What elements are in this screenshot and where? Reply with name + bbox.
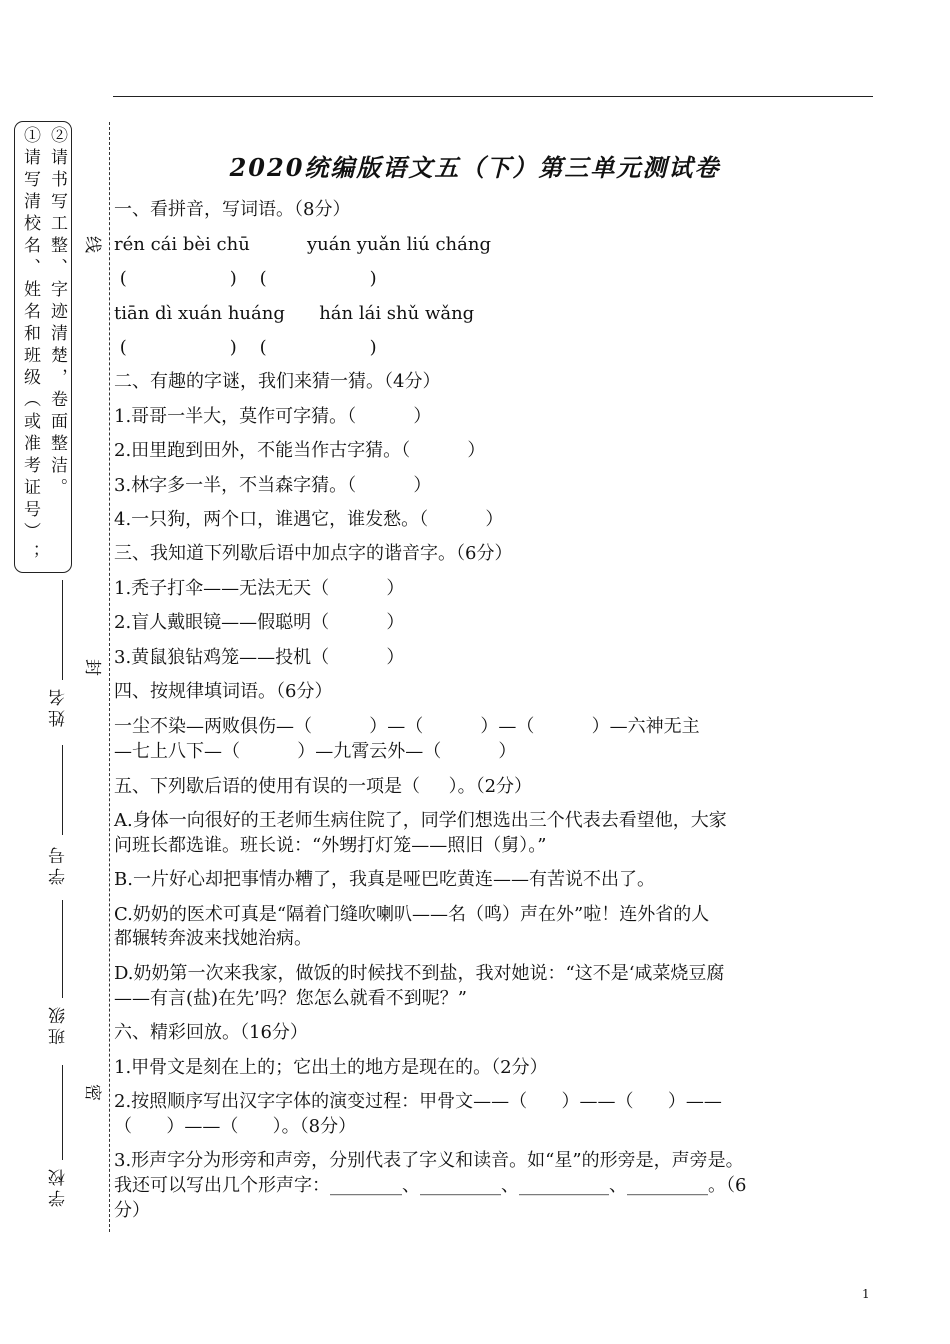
- pinyin-line: rén cái bèi chū yuán yuǎn liú cháng: [114, 234, 491, 255]
- header-rule: [113, 96, 873, 97]
- name-field-line: [62, 580, 63, 680]
- question-line[interactable]: 3.黄鼠狼钻鸡笼——投机（ ）: [114, 647, 405, 668]
- option-line: ——有言(盐)在先’吗？您怎么就看不到呢？”: [114, 988, 467, 1009]
- question-line[interactable]: 2.盲人戴眼镜——假聪明（ ）: [114, 612, 405, 633]
- question-line[interactable]: 2.按照顺序写出汉字字体的演变过程：甲骨文——（ ）——（ ）——: [114, 1091, 722, 1112]
- section-6-heading: 六、精彩回放。（16分）: [114, 1022, 308, 1043]
- binding-dashed-line: [109, 122, 110, 1232]
- option-line: B.一片好心却把事情办糟了，我真是哑巴吃黄连——有苦说不出了。: [114, 869, 655, 890]
- notice-line-2: ②请书写工整、字迹清楚，卷面整洁。: [47, 126, 67, 500]
- student-id-field[interactable]: [46, 745, 69, 885]
- section-5-heading[interactable]: 五、下列歇后语的使用有误的一项是（ ）。（2分）: [114, 776, 533, 797]
- question-line[interactable]: —七上八下—（ ）—九霄云外—（ ）: [114, 741, 517, 762]
- section-2-heading: 二、有趣的字谜，我们来猜一猜。（4分）: [114, 371, 441, 392]
- name-field[interactable]: [46, 580, 69, 740]
- section-4-heading: 四、按规律填词语。（6分）: [114, 681, 333, 702]
- student-id-label: 学号: [49, 843, 69, 885]
- name-label: 姓名: [49, 685, 69, 727]
- page-title: 2020统编版语文五（下）第三单元测试卷: [229, 153, 721, 182]
- section-3-heading: 三、我知道下列歇后语中加点字的谐音字。（6分）: [114, 543, 513, 564]
- question-line[interactable]: （ ）——（ ）。（8分）: [114, 1116, 357, 1137]
- page-number: 1: [862, 1287, 870, 1301]
- class-field[interactable]: [46, 900, 69, 1050]
- class-label: 班级: [49, 1003, 69, 1045]
- answer-brackets-line[interactable]: ( ) ( ): [114, 337, 377, 358]
- question-line[interactable]: 1.甲骨文是刻在上的；它出土的地方是现在的。（2分）: [114, 1057, 548, 1078]
- question-line[interactable]: 3.林字多一半，不当森字猜。（ ）: [114, 475, 432, 496]
- notice-line-1: ①请写清校名、姓名和班级（或准考证号）；: [20, 126, 40, 566]
- question-line[interactable]: 我还可以写出几个形声字：________、_________、__________、_________。（6: [114, 1175, 747, 1196]
- answer-brackets-line[interactable]: ( ) ( ): [114, 268, 377, 289]
- school-field-line: [62, 1065, 63, 1160]
- question-line[interactable]: 一尘不染—两败俱伤—（ ）—（ ）—（ ）—六神无主: [114, 716, 700, 737]
- seal-char-feng: 封: [82, 659, 102, 676]
- section-1-heading: 一、看拼音，写词语。（8分）: [114, 199, 351, 220]
- option-line: 问班长都选谁。班长说：“外甥打灯笼——照旧（舅）。”: [114, 835, 547, 856]
- option-line: C.奶奶的医术可真是“隔着门缝吹喇叭——名（鸣）声在外”啦！连外省的人: [114, 904, 710, 925]
- question-line[interactable]: 1.秃子打伞——无法无天（ ）: [114, 578, 405, 599]
- school-field[interactable]: [46, 1065, 69, 1215]
- seal-char-mi: 密: [82, 1084, 102, 1101]
- option-line: 都辗转奔波来找她治病。: [114, 928, 312, 949]
- option-line: D.奶奶第一次来我家，做饭的时候找不到盐，我对她说：“这不是‘咸菜烧豆腐: [114, 963, 725, 984]
- option-line: A.身体一向很好的王老师生病住院了，同学们想选出三个代表去看望他，大家: [114, 810, 727, 831]
- question-line: 分）: [114, 1200, 150, 1221]
- school-label: 学校: [49, 1165, 69, 1207]
- question-line[interactable]: 4.一只狗，两个口，谁遇它，谁发愁。（ ）: [114, 509, 504, 530]
- pinyin-line: tiān dì xuán huáng hán lái shǔ wǎng: [114, 303, 475, 324]
- question-line[interactable]: 1.哥哥一半大，莫作可字猜。（ ）: [114, 406, 432, 427]
- class-field-line: [62, 900, 63, 998]
- question-line[interactable]: 2.田里跑到田外，不能当作古字猜。（ ）: [114, 440, 486, 461]
- student-id-field-line: [62, 745, 63, 835]
- question-line[interactable]: 3.形声字分为形旁和声旁，分别代表了字义和读音。如“星”的形旁是，声旁是。: [114, 1150, 744, 1171]
- seal-char-xian: 线: [82, 236, 102, 253]
